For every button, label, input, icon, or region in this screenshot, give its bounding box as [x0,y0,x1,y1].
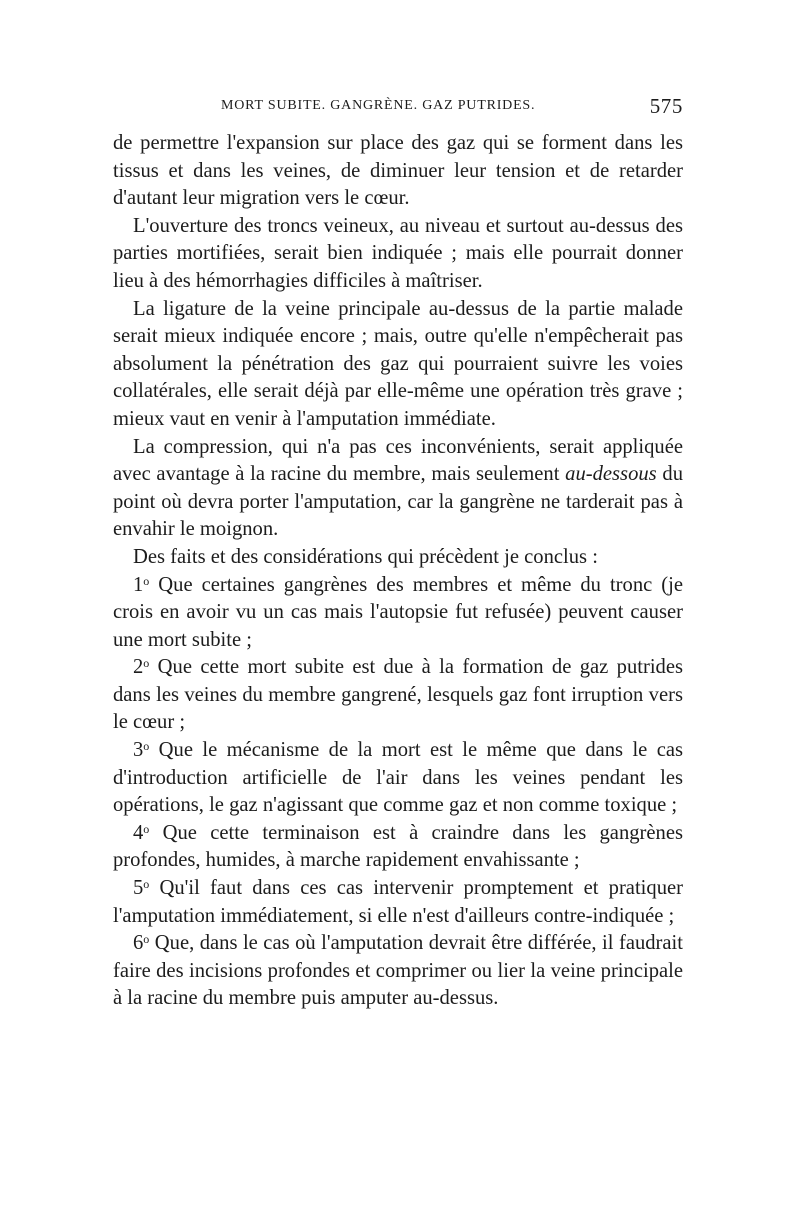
paragraph-conclusion-intro: Des faits et des considérations qui précèdent je conclus : [133,545,598,568]
compression-text-before: La compression, qui n'a pas ces inconvénients, serait appliquée avec avantage à la racine du membre, mais seulement [113,435,683,486]
compression-text-after: du point où devra porter l'amputation, car la gangrène ne tarderait pas à envahir le moignon. [113,463,683,541]
conclusion-text: Que, dans le cas où l'amputation devrait être différée, il faudrait faire des incisions profondes et comprimer ou lier la veine principale à la racine du membre puis amputer au-dessus. [113,932,683,1010]
conclusion-item [113,820,683,875]
ordinal-marker: o [143,656,150,671]
ordinal-marker: o [143,821,150,836]
page-header [113,92,683,122]
conclusion-number: 1 [133,573,144,596]
body-text [113,130,683,1013]
page-number: 575 [649,94,683,118]
conclusion-text: Que certaines gangrènes des membres et même du tronc (je crois en avoir vu un cas mais l'autopsie fut refusée) peuvent causer une mort subite ; [113,573,683,651]
ordinal-marker: o [143,739,150,754]
paragraph-venous-opening: L'ouverture des troncs veineux, au niveau et surtout au-dessus des parties mortifiées, serait bien indiquée ; mais elle pourrait donner lieu à des hémorrhagies difficiles à maîtriser. [113,214,683,292]
ordinal-marker: o [143,573,150,588]
conclusion-item [113,737,683,820]
paragraph-ligature: La ligature de la veine principale au-dessus de la partie malade serait mieux indiquée encore ; mais, outre qu'elle n'empêcherait pas absolument la pénétration des gaz qui pourraient suivre les voies collatérales, elle serait déjà par elle-même une opération très grave ; mieux vaut en venir à l'amputation immédiate. [113,297,683,430]
conclusion-text: Qu'il faut dans ces cas intervenir promptement et pratiquer l'amputation immédiatement, si elle n'est d'ailleurs contre-indiquée ; [113,877,683,927]
ordinal-marker: o [143,932,150,947]
conclusion-item [113,572,683,655]
conclusion-number: 3 [133,739,144,762]
emphasis-au-dessous: au-dessous [565,463,657,486]
paragraph-continuation: de permettre l'expansion sur place des gaz qui se forment dans les tissus et dans les veines, de diminuer leur tension et de retarder d'autant leur migration vers le cœur. [113,132,683,210]
conclusion-number: 4 [133,821,144,844]
conclusion-item [113,654,683,737]
conclusion-item [113,930,683,1013]
conclusion-text: Que le mécanisme de la mort est le même que dans le cas d'introduction artificielle de l'air dans les veines pendant les opérations, le gaz n'agissant que comme gaz et non comme toxique ; [113,739,683,817]
conclusion-number: 6 [133,932,144,955]
conclusion-text: Que cette terminaison est à craindre dans les gangrènes profondes, humides, à marche rapidement envahissante ; [113,821,683,872]
conclusion-item [113,875,683,930]
book-page [113,92,683,1013]
conclusion-number: 2 [133,656,144,679]
paragraph-compression [113,434,683,544]
ordinal-marker: o [143,877,150,892]
conclusion-number: 5 [133,877,144,900]
running-title: MORT SUBITE. GANGRÈNE. GAZ PUTRIDES. [221,98,536,113]
conclusion-text: Que cette mort subite est due à la formation de gaz putrides dans les veines du membre gangrené, lesquels gaz font irruption vers le cœur ; [113,656,683,734]
